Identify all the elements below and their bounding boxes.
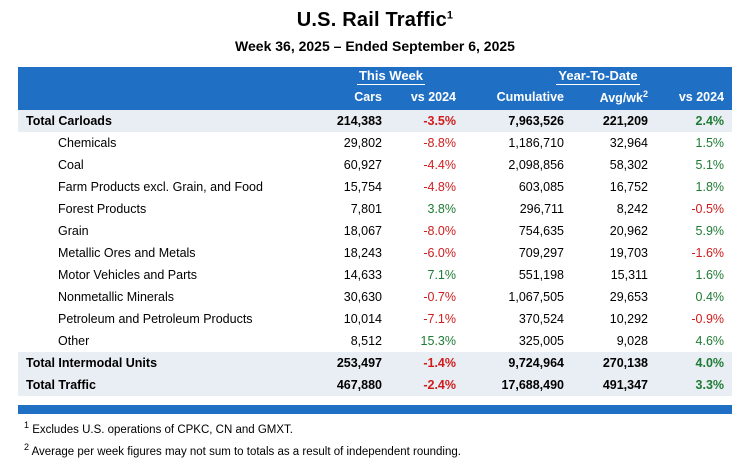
- cell-vs2024-week: -2.4%: [390, 374, 464, 396]
- cell-avgwk: 9,028: [616, 334, 648, 349]
- row-label: Metallic Ores and Metals: [58, 246, 196, 261]
- column-header-avgwk-footnote-marker: 2: [642, 89, 648, 99]
- footer-band: [18, 405, 732, 414]
- rail-traffic-table-wrapper: [18, 67, 732, 396]
- cell-cars: 10,014: [343, 312, 382, 327]
- group-header-this-week: [318, 67, 464, 88]
- row-label: Motor Vehicles and Parts: [58, 268, 197, 283]
- table-row: [18, 264, 732, 286]
- group-header-ytd-label: Year-To-Date: [558, 68, 638, 83]
- cell-vs2024-ytd: 2.4%: [656, 110, 732, 132]
- cell-avgwk: 221,209: [572, 110, 656, 132]
- cell-cumulative: 1,186,710: [508, 136, 564, 151]
- cell-avgwk: 270,138: [572, 352, 656, 374]
- cell-avgwk: 16,752: [609, 180, 648, 195]
- row-label: Coal: [58, 158, 84, 173]
- cell-cars: 14,633: [343, 268, 382, 283]
- cell-vs2024-ytd: 1.5%: [695, 136, 725, 151]
- cell-avgwk: 10,292: [609, 312, 648, 327]
- table-row: [18, 220, 732, 242]
- cell-vs2024-week: -1.4%: [390, 352, 464, 374]
- row-label: Forest Products: [58, 202, 147, 217]
- cell-vs2024-ytd: -1.6%: [691, 246, 725, 261]
- footnote-marker: 2: [24, 441, 30, 452]
- table-header: [18, 67, 732, 110]
- table-row: [18, 176, 732, 198]
- footnote-text: Excludes U.S. operations of CPKC, CN and GMXT.: [29, 423, 293, 436]
- cell-cars: 18,243: [343, 246, 382, 261]
- table-column-header-row: [18, 88, 732, 110]
- column-header-vs2024-week: vs 2024: [390, 88, 464, 110]
- footnote-text: Average per week figures may not sum to totals as a result of independent rounding.: [29, 445, 461, 458]
- cell-vs2024-week: -8.8%: [423, 136, 456, 151]
- cell-cumulative: 754,635: [518, 224, 564, 239]
- cell-cumulative: 17,688,490: [464, 374, 572, 396]
- cell-cars: 30,630: [343, 290, 382, 305]
- row-label: Total Intermodal Units: [18, 352, 318, 374]
- row-label: Nonmetallic Minerals: [58, 290, 175, 305]
- cell-cumulative: 2,098,856: [508, 158, 564, 173]
- page-subtitle: Week 36, 2025 – Ended September 6, 2025: [235, 38, 515, 54]
- cell-vs2024-week: 7.1%: [427, 268, 456, 283]
- table-body: [18, 110, 732, 396]
- cell-vs2024-ytd: 0.4%: [695, 290, 725, 305]
- cell-cars: 18,067: [343, 224, 382, 239]
- cell-cars: 467,880: [318, 374, 390, 396]
- row-label: Chemicals: [58, 136, 117, 151]
- page-title: [0, 9, 750, 32]
- cell-cumulative: 296,711: [519, 202, 564, 217]
- table-row: [18, 330, 732, 352]
- cell-avgwk: 58,302: [609, 158, 648, 173]
- cell-vs2024-ytd: 5.1%: [695, 158, 725, 173]
- cell-avgwk: 15,311: [610, 268, 648, 283]
- cell-cumulative: 551,198: [518, 268, 564, 283]
- cell-avgwk: 19,703: [609, 246, 648, 261]
- column-header-vs2024-ytd: vs 2024: [656, 88, 732, 110]
- cell-cumulative: 603,085: [518, 180, 564, 195]
- footnote: [18, 439, 732, 461]
- row-label: Farm Products excl. Grain, and Food: [58, 180, 263, 195]
- cell-cumulative: 9,724,964: [464, 352, 572, 374]
- cell-cars: 60,927: [343, 158, 382, 173]
- cell-cumulative: 325,005: [518, 334, 564, 349]
- column-header-avgwk-label: Avg/wk: [599, 91, 643, 106]
- cell-cars: 15,754: [343, 180, 382, 195]
- column-header-cars: Cars: [318, 88, 390, 110]
- group-header-spacer: [18, 67, 318, 88]
- cell-vs2024-week: -0.7%: [423, 290, 456, 305]
- footnotes: [18, 417, 732, 461]
- cell-vs2024-ytd: 5.9%: [695, 224, 725, 239]
- cell-avgwk: 29,653: [609, 290, 648, 305]
- column-header-label: [18, 88, 318, 110]
- table-row: [18, 110, 732, 132]
- table-row: [18, 352, 732, 374]
- cell-vs2024-ytd: 4.0%: [656, 352, 732, 374]
- table-row: [18, 374, 732, 396]
- page-title-text: U.S. Rail Traffic: [296, 9, 447, 31]
- table-row: [18, 154, 732, 176]
- row-label: Petroleum and Petroleum Products: [58, 312, 253, 327]
- cell-vs2024-week: -7.1%: [423, 312, 456, 327]
- cell-cumulative: 370,524: [518, 312, 564, 327]
- footnote: [18, 417, 732, 439]
- rail-traffic-report: [0, 9, 750, 458]
- footnote-marker: 1: [24, 420, 30, 430]
- table-row: [18, 242, 732, 264]
- cell-vs2024-week: -8.0%: [423, 224, 456, 239]
- table-row: [18, 308, 732, 330]
- row-label: Other: [58, 334, 90, 349]
- table-group-header-row: [18, 67, 732, 88]
- cell-vs2024-ytd: 4.6%: [695, 334, 725, 349]
- group-header-this-week-label: This Week: [358, 68, 424, 83]
- table-row: [18, 198, 732, 220]
- cell-vs2024-ytd: 1.8%: [695, 180, 725, 195]
- cell-cars: 214,383: [318, 110, 390, 132]
- cell-vs2024-ytd: -0.9%: [691, 312, 725, 327]
- cell-avgwk: 491,347: [572, 374, 656, 396]
- cell-vs2024-week: -4.8%: [423, 180, 456, 195]
- row-label: Total Carloads: [18, 110, 318, 132]
- group-header-ytd: [464, 67, 732, 88]
- cell-vs2024-week: 15.3%: [420, 334, 456, 349]
- column-header-cumulative: Cumulative: [464, 88, 572, 110]
- cell-vs2024-week: -4.4%: [423, 158, 456, 173]
- table-row: [18, 132, 732, 154]
- cell-avgwk: 32,964: [609, 136, 648, 151]
- cell-cumulative: 709,297: [518, 246, 564, 261]
- cell-cumulative: 1,067,505: [508, 290, 564, 305]
- cell-avgwk: 8,242: [616, 202, 648, 217]
- cell-cars: 253,497: [318, 352, 390, 374]
- cell-vs2024-ytd: -0.5%: [691, 202, 725, 217]
- column-header-avgwk: [572, 88, 656, 110]
- page-title-footnote-marker: 1: [446, 9, 454, 22]
- row-label: Grain: [58, 224, 89, 239]
- cell-vs2024-ytd: 3.3%: [656, 374, 732, 396]
- table-row: [18, 286, 732, 308]
- row-label: Total Traffic: [18, 374, 318, 396]
- rail-traffic-table: [18, 67, 732, 396]
- cell-cars: 8,512: [350, 334, 382, 349]
- cell-vs2024-ytd: 1.6%: [695, 268, 725, 283]
- cell-vs2024-week: -3.5%: [390, 110, 464, 132]
- cell-cumulative: 7,963,526: [464, 110, 572, 132]
- cell-avgwk: 20,962: [609, 224, 648, 239]
- cell-vs2024-week: 3.8%: [427, 202, 456, 217]
- cell-cars: 7,801: [350, 202, 382, 217]
- cell-vs2024-week: -6.0%: [423, 246, 456, 261]
- cell-cars: 29,802: [343, 136, 382, 151]
